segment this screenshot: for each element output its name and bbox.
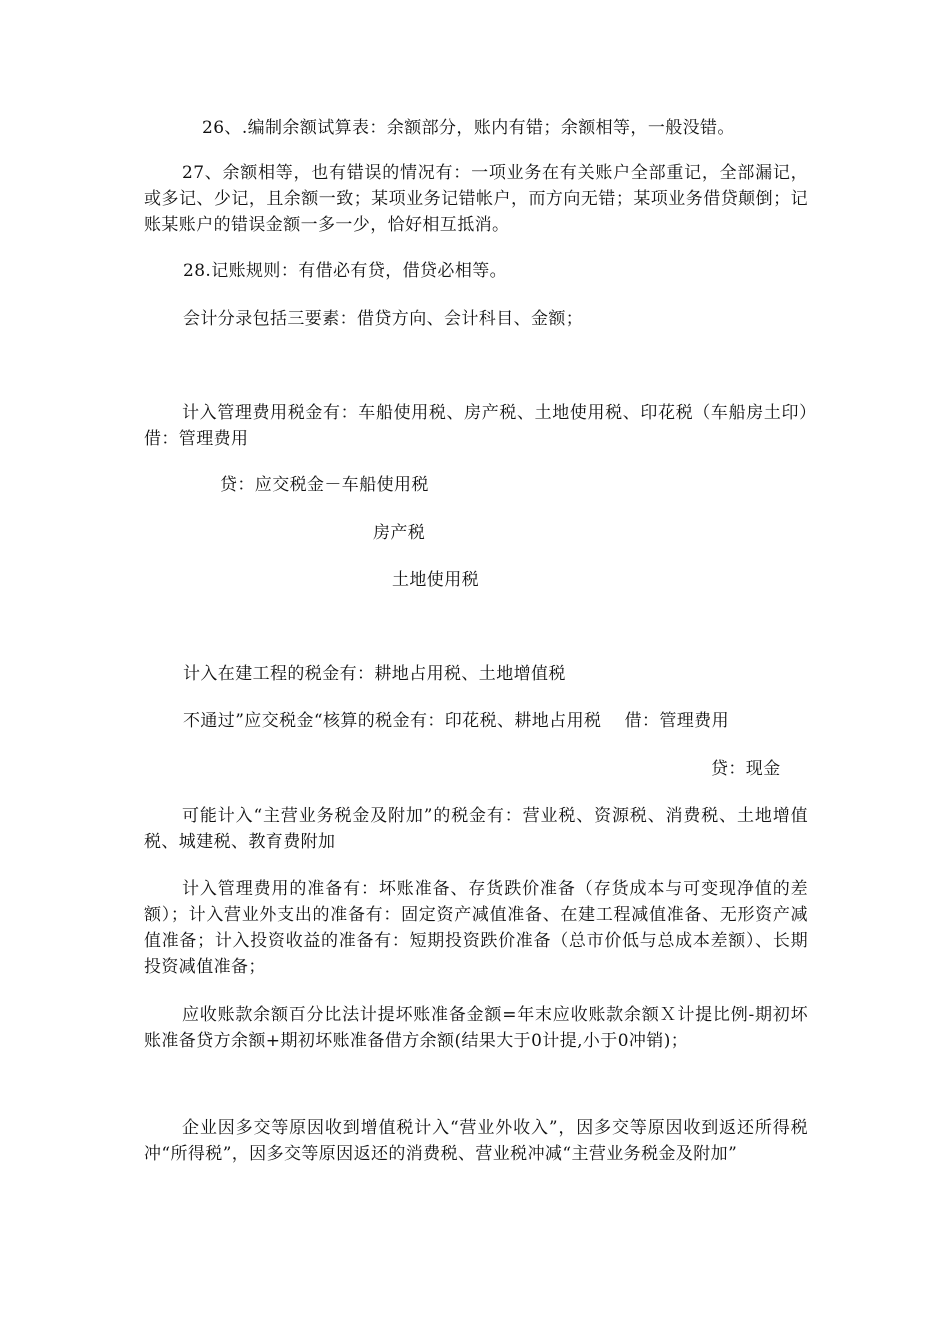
paragraph-28: 28.记账规则：有借必有贷，借贷必相等。 [183, 261, 508, 281]
paragraph-management-fee-taxes: 计入管理费用税金有：车船使用税、房产税、土地使用税、印花税（车船房土印）借：管理费用 [144, 403, 808, 449]
paragraph-construction-taxes: 计入在建工程的税金有：耕地占用税、土地增值税 [183, 664, 566, 684]
paragraph-27: 27、余额相等，也有错误的情况有：一项业务在有关账户全部重记，全部漏记，或多记、少记，且余额一致；某项业务记错帐户，而方向无错；某项业务借贷颠倒；记账某账户的错误金额一多一少，恰好相互抵消。 [144, 163, 808, 235]
paragraph-main-business-taxes: 可能计入“主营业务税金及附加”的税金有：营业税、资源税、消费税、土地增值税、城建税、教育费附加 [144, 806, 808, 852]
credit-line-cash: 贷：现金 [711, 759, 781, 779]
paragraph-non-payable-taxes: 不通过”应交税金“核算的税金有：印花税、耕地占用税 借：管理费用 [183, 711, 729, 731]
credit-line-property-tax: 房产税 [373, 523, 426, 543]
paragraph-26: 26、.编制余额试算表：余额部分，账内有错；余额相等，一般没错。 [202, 118, 735, 138]
paragraph-bad-debt-formula: 应收账款余额百分比法计提坏账准备金额=年末应收账款余额Ｘ计提比例-期初坏账准备贷方余额+期初坏账准备借方余额(结果大于0计提,小于0冲销)； [144, 1005, 808, 1051]
paragraph-tax-refunds: 企业因多交等原因收到增值税计入“营业外收入”，因多交等原因收到返还所得税冲“所得税”，因多交等原因返还的消费税、营业税冲减“主营业务税金及附加” [144, 1118, 808, 1164]
paragraph-reserves: 计入管理费用的准备有：坏账准备、存货跌价准备（存货成本与可变现净值的差额）；计入营业外支出的准备有：固定资产减值准备、在建工程减值准备、无形资产减值准备；计入投资收益的准备有：短期投资跌价准备（总市价低与总成本差额）、长期投资减值准备； [144, 879, 808, 977]
credit-line-land-use-tax: 土地使用税 [392, 570, 479, 590]
credit-line-vehicle-tax: 贷：应交税金－车船使用税 [220, 475, 429, 495]
paragraph-entry-elements: 会计分录包括三要素：借贷方向、会计科目、金额； [183, 309, 584, 329]
